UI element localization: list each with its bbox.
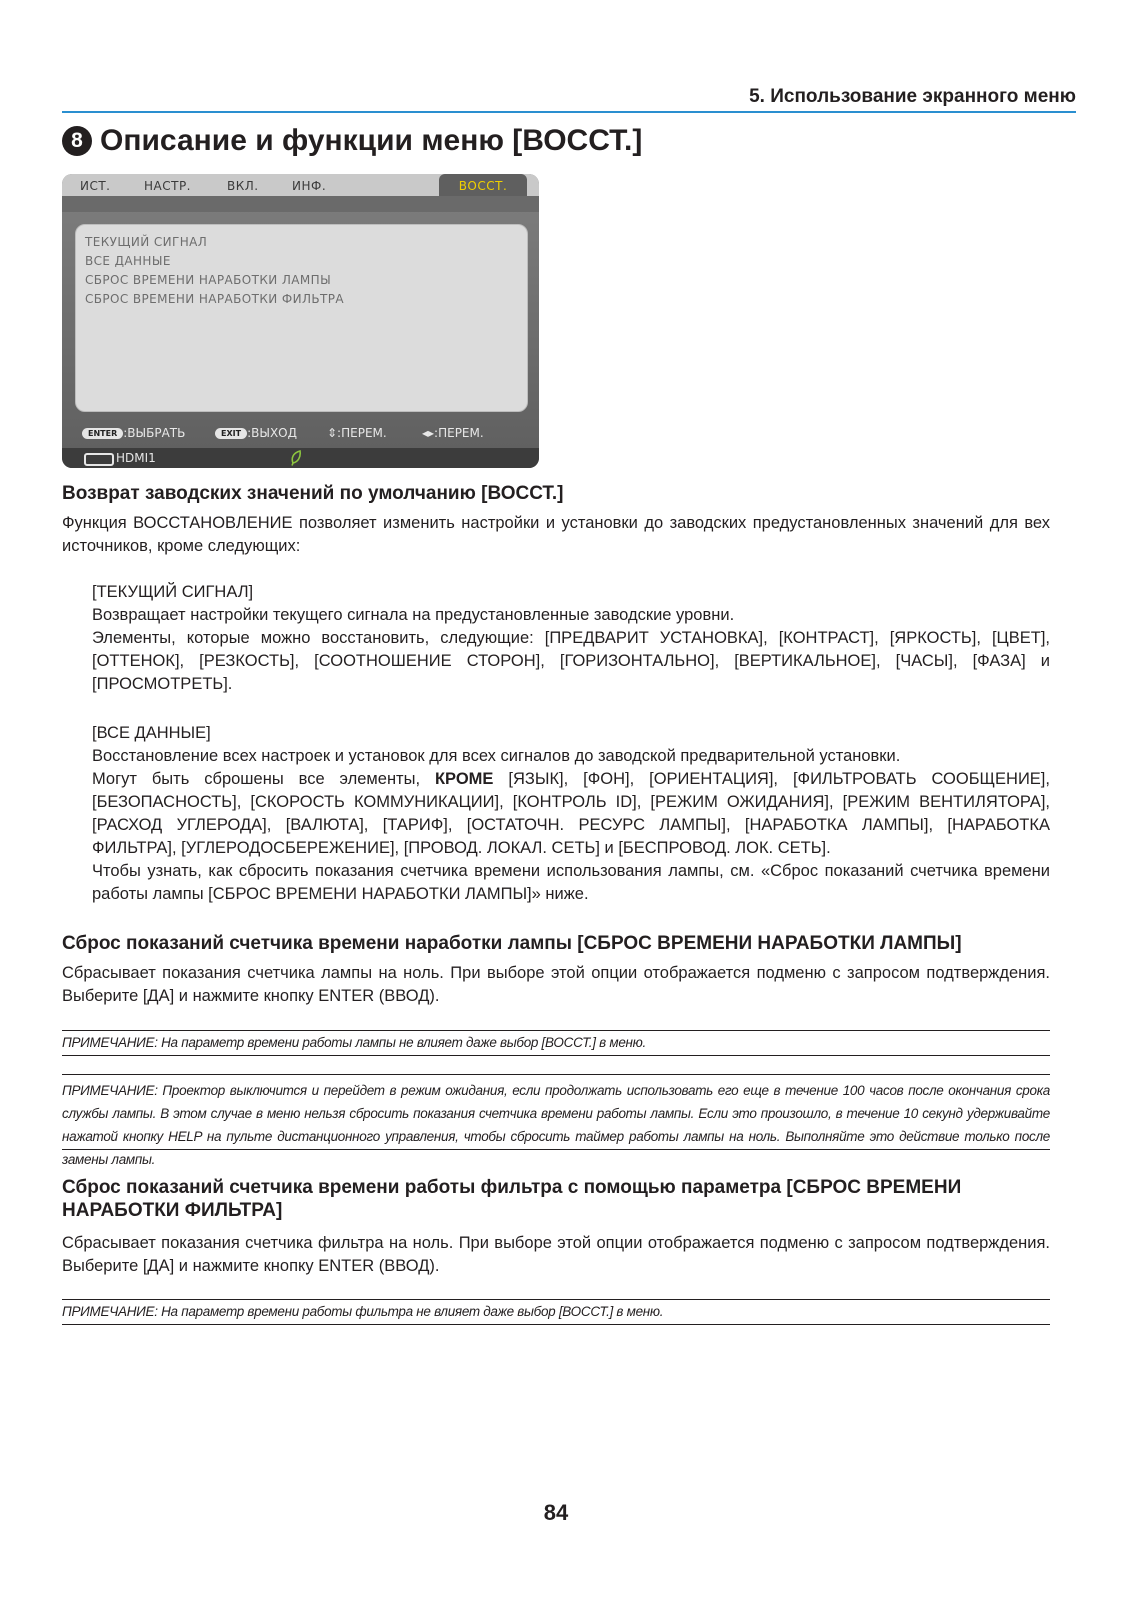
osd-hint-enter-label: :ВЫБРАТЬ [123,426,186,440]
section1-heading: Возврат заводских значений по умолчанию [ВОССТ.] [62,483,564,504]
section3-text: Сбрасывает показания счетчика фильтра на ноль. При выборе этой опции отображается подменю с запросом подтверждения. Выберите [ДА] и нажмите кнопку ENTER (ВВОД). [62,1234,1050,1275]
osd-hint-exit [215,426,297,440]
section3-heading: Сброс показаний счетчика времени работы фильтра с помощью параметра [СБРОС ВРЕМЕНИ НАРАБОТКИ ФИЛЬТРА] [62,1177,962,1221]
title-text: Описание и функции меню [ВОССТ.] [100,124,643,157]
note2-top-rule [62,1074,1050,1075]
running-header: 5. Использование экранного меню [749,86,1076,107]
osd-source-label: HDMI1 [116,451,156,465]
note2-bottom-rule [62,1149,1050,1150]
note1-bottom-rule [62,1055,1050,1056]
osd-item-clear-lamp-hours: СБРОС ВРЕМЕНИ НАРАБОТКИ ЛАМПЫ [85,273,332,287]
all-data-items-list: [ЯЗЫК], [ФОН], [ОРИЕНТАЦИЯ], [ФИЛЬТРОВАТЬ СООБЩЕНИЕ], [БЕЗОПАСНОСТЬ], [СКОРОСТЬ КОММУНИКАЦИИ], [КОНТРОЛЬ ID], [РЕЖИМ ОЖИДАНИЯ], [РЕЖИМ ВЕНТИЛЯТОРА], [РАСХОД УГЛЕРОДА], [ВАЛЮТА], [ТАРИФ], [ОСТАТОЧН. РЕСУРС ЛАМПЫ], [НАРАБОТКА ЛАМПЫ], [НАРАБОТКА ФИЛЬТРА], [УГЛЕРОДОСБЕРЕЖЕНИЕ], [ПРОВОД. ЛОКАЛ. СЕТЬ] и [БЕСПРОВОД. ЛОК. СЕТЬ]. [92,770,1050,857]
note1-top-rule [62,1030,1050,1031]
osd-footer-hints [62,426,539,446]
section2-heading: Сброс показаний счетчика времени наработки лампы [СБРОС ВРЕМЕНИ НАРАБОТКИ ЛАМПЫ] [62,933,962,954]
osd-hint-leftright: ◂▸:ПЕРЕМ. [422,426,484,440]
page-title [62,124,642,158]
note3-text: ПРИМЕЧАНИЕ: На параметр времени работы фильтра не влияет даже выбор [ВОССТ.] в меню. [62,1304,664,1319]
osd-tab-adjust: ВКЛ. [227,179,259,193]
note1-text: ПРИМЕЧАНИЕ: На параметр времени работы лампы не влияет даже выбор [ВОССТ.] в меню. [62,1035,646,1050]
osd-status-bar [62,448,539,468]
title-number-badge: 8 [62,126,92,156]
osd-tab-setup: НАСТР. [144,179,191,193]
osd-subbar [62,196,539,212]
all-data-reference: Чтобы узнать, как сбросить показания счетчика времени использования лампы, см. «Сброс показаний счетчика времени работы лампы [СБРОС ВРЕМЕНИ НАРАБОТКИ ЛАМПЫ]» ниже. [92,862,1050,903]
hdmi-icon [84,453,114,466]
page-number: 84 [543,1500,569,1525]
all-data-items-lead: Могут быть сброшены все элементы, [92,770,435,788]
current-signal-desc: Возвращает настройки текущего сигнала на предустановленные заводские уровни. [92,606,735,624]
osd-hint-enter [82,426,185,440]
osd-tab-bar [62,174,539,196]
all-data-except: КРОМЕ [434,770,494,788]
note3-bottom-rule [62,1324,1050,1325]
osd-item-all-data: ВСЕ ДАННЫЕ [85,254,171,268]
osd-item-clear-filter-hours: СБРОС ВРЕМЕНИ НАРАБОТКИ ФИЛЬТРА [85,292,345,306]
osd-panel [75,224,528,412]
current-signal-block [92,581,1050,696]
osd-tab-info: ИНФ. [292,179,327,193]
current-signal-label: [ТЕКУЩИЙ СИГНАЛ] [92,583,254,601]
osd-item-list [85,233,344,309]
note3-top-rule [62,1299,1050,1300]
eco-leaf-icon [290,450,302,466]
all-data-block [92,722,1050,906]
osd-hint-updown: ⇕:ПЕРЕМ. [327,426,387,440]
osd-hint-exit-label: :ВЫХОД [247,426,297,440]
section2-text: Сбрасывает показания счетчика лампы на ноль. При выборе этой опции отображается подменю с запросом подтверждения. Выберите [ДА] и нажмите кнопку ENTER (ВВОД). [62,964,1050,1005]
note2-text: ПРИМЕЧАНИЕ: Проектор выключится и перейдет в режим ожидания, если продолжать использовать его еще в течение 100 часов после окончания срока службы лампы. В этом случае в меню нельзя сбросить показания счетчика времени работы лампы. Если это произошло, в течение 10 секунд удерживайте нажатой кнопку HELP на пульте дистанционного управления, чтобы сбросить таймер работы лампы на ноль. Выполняйте это действие только после замены лампы. [62,1083,1050,1167]
osd-menu-screenshot [62,174,539,468]
all-data-desc: Восстановление всех настроек и установок для всех сигналов до заводской предварительной установки. [92,747,901,765]
exit-key-icon: EXIT [215,428,247,439]
osd-tab-source: ИСТ. [80,179,111,193]
section1-intro: Функция ВОССТАНОВЛЕНИЕ позволяет изменить настройки и установки до заводских предустановленных значений для вех источников, кроме следующих: [62,514,1050,555]
header-rule [62,111,1076,113]
enter-key-icon: ENTER [82,428,123,439]
osd-item-current-signal: ТЕКУЩИЙ СИГНАЛ [85,235,208,249]
current-signal-items: Элементы, которые можно восстановить, следующие: [ПРЕДВАРИТ УСТАНОВКА], [КОНТРАСТ], [ЯРКОСТЬ], [ЦВЕТ], [ОТТЕНОК], [РЕЗКОСТЬ], [СООТНОШЕНИЕ СТОРОН], [ГОРИЗОНТАЛЬНО], [ВЕРТИКАЛЬНОЕ], [ЧАСЫ], [ФАЗА] и [ПРОСМОТРЕТЬ]. [92,629,1050,693]
osd-tab-reset: ВОССТ. [439,174,527,196]
all-data-items [92,768,1050,860]
all-data-label: [ВСЕ ДАННЫЕ] [92,724,211,742]
